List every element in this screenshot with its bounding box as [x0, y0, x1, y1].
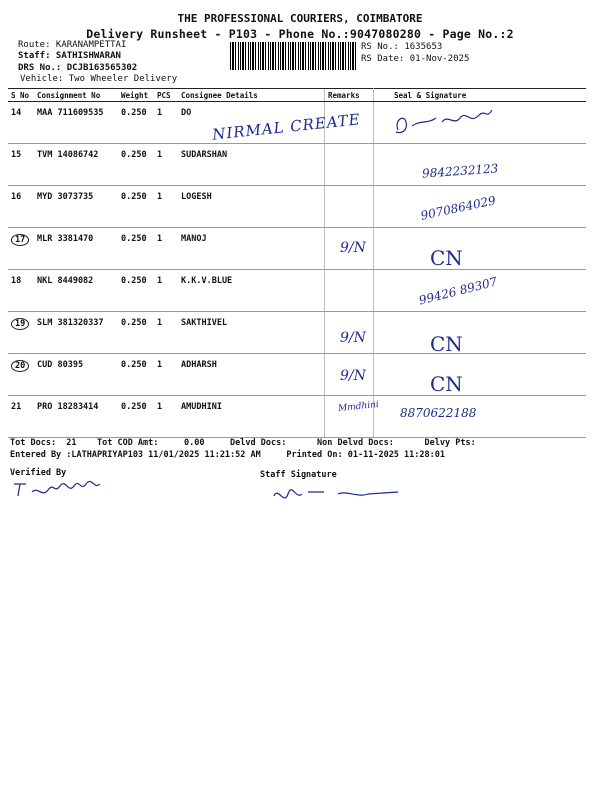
row-pcs: 1 — [154, 186, 178, 228]
verified-signature — [10, 478, 130, 502]
row-pcs: 1 — [154, 228, 178, 270]
row-sno: 21 — [8, 396, 34, 438]
rs-date: RS Date: 01-Nov-2025 — [361, 54, 470, 64]
col-consignee: Consignee Details — [178, 89, 325, 102]
route-label: Route: KARANAMPETTAI — [18, 40, 127, 50]
row-consignee: AMUDHINI — [178, 396, 325, 438]
row-consignee: MANOJ — [178, 228, 325, 270]
drs-number: DRS No.: DCJB163565302 — [18, 63, 138, 73]
row-consignee: K.K.V.BLUE — [178, 270, 325, 312]
staff-label: Staff: SATHISHWARAN — [18, 51, 121, 61]
row-seal — [374, 312, 587, 354]
seal-20: CN — [430, 372, 463, 396]
verified-by-label: Verified By — [10, 468, 67, 478]
table-row — [8, 312, 586, 354]
runsheet-title: Delivery Runsheet - P103 - Phone No.:9047080280 - Page No.:2 — [86, 27, 514, 41]
staff-signature-label: Staff Signature — [260, 470, 337, 480]
row-consignment: MAA 711609535 — [34, 102, 118, 144]
handwritten-phone-15: 9842232123 — [421, 161, 499, 181]
row-consignment: PRO 18283414 — [34, 396, 118, 438]
col-weight: Weight — [118, 89, 154, 102]
row-consignment: TVM 14086742 — [34, 144, 118, 186]
table-row — [8, 396, 586, 438]
row-consignment: CUD 80395 — [34, 354, 118, 396]
company-name: THE PROFESSIONAL COURIERS, COIMBATORE — [177, 12, 423, 25]
vehicle-label: Vehicle: Two Wheeler Delivery — [20, 74, 178, 84]
row-pcs: 1 — [154, 270, 178, 312]
row-consignee: SAKTHIVEL — [178, 312, 325, 354]
col-remarks: Remarks — [325, 89, 374, 102]
circled-sno: 19 — [11, 318, 29, 330]
circled-sno: 20 — [11, 360, 29, 372]
row-consignee: SUDARSHAN — [178, 144, 325, 186]
row-pcs: 1 — [154, 312, 178, 354]
row-weight: 0.250 — [118, 186, 154, 228]
handwritten-phone-21: 8870622188 — [400, 406, 477, 420]
col-sno: S No — [8, 89, 34, 102]
table-row — [8, 354, 586, 396]
handwritten-phone-18: 99426 89307 — [417, 274, 499, 308]
rs-number: RS No.: 1635653 — [361, 42, 443, 52]
handwritten-consignee-note: NIRMAL CREATE — [211, 110, 362, 144]
totals-line: Tot Docs: 21 Tot COD Amt: 0.00 Delvd Docs: Non Delvd Docs: Delvy Pts: — [10, 438, 476, 448]
row-consignment: SLM 381320337 — [34, 312, 118, 354]
col-pcs: PCS — [154, 89, 178, 102]
row-sno — [8, 228, 34, 270]
row-remarks — [325, 144, 374, 186]
signature-row-14 — [390, 100, 510, 140]
seal-17: CN — [430, 246, 463, 270]
row-weight: 0.250 — [118, 102, 154, 144]
row-consignment: MLR 3381470 — [34, 228, 118, 270]
staff-signature — [268, 482, 408, 502]
row-consignment: NKL 8449082 — [34, 270, 118, 312]
signature-21: Mmdhini — [337, 399, 380, 415]
row-sno — [8, 312, 34, 354]
seal-19: CN — [430, 332, 463, 356]
row-consignee: LOGESH — [178, 186, 325, 228]
row-pcs: 1 — [154, 144, 178, 186]
row-consignee: ADHARSH — [178, 354, 325, 396]
table-row — [8, 270, 586, 312]
row-sno: 16 — [8, 186, 34, 228]
runsheet-table — [8, 88, 586, 438]
row-weight: 0.250 — [118, 396, 154, 438]
handwritten-phone-16: 9070864029 — [419, 193, 497, 223]
barcode — [230, 42, 356, 70]
col-seal: Seal & Signature — [374, 89, 587, 102]
row-weight: 0.250 — [118, 228, 154, 270]
remark-17: 9/N — [340, 240, 366, 256]
col-consignment: Consignment No — [34, 89, 118, 102]
row-weight: 0.250 — [118, 270, 154, 312]
row-weight: 0.250 — [118, 354, 154, 396]
table-row — [8, 228, 586, 270]
remark-20: 9/N — [340, 368, 366, 384]
row-consignee: DO — [178, 102, 325, 144]
row-weight: 0.250 — [118, 312, 154, 354]
remark-19: 9/N — [340, 330, 366, 346]
row-pcs: 1 — [154, 102, 178, 144]
row-sno: 18 — [8, 270, 34, 312]
row-seal — [374, 228, 587, 270]
row-seal — [374, 354, 587, 396]
row-pcs: 1 — [154, 354, 178, 396]
table-row — [8, 144, 586, 186]
row-remarks — [325, 186, 374, 228]
row-remarks — [325, 270, 374, 312]
row-sno: 14 — [8, 102, 34, 144]
table-row — [8, 186, 586, 228]
row-weight: 0.250 — [118, 144, 154, 186]
entered-by-line: Entered By :LATHAPRIYAP103 11/01/2025 11:21:52 AM Printed On: 01-11-2025 11:28:01 — [10, 450, 445, 460]
row-consignment: MYD 3073735 — [34, 186, 118, 228]
circled-sno: 17 — [11, 234, 29, 246]
row-sno — [8, 354, 34, 396]
row-pcs: 1 — [154, 396, 178, 438]
row-sno: 15 — [8, 144, 34, 186]
